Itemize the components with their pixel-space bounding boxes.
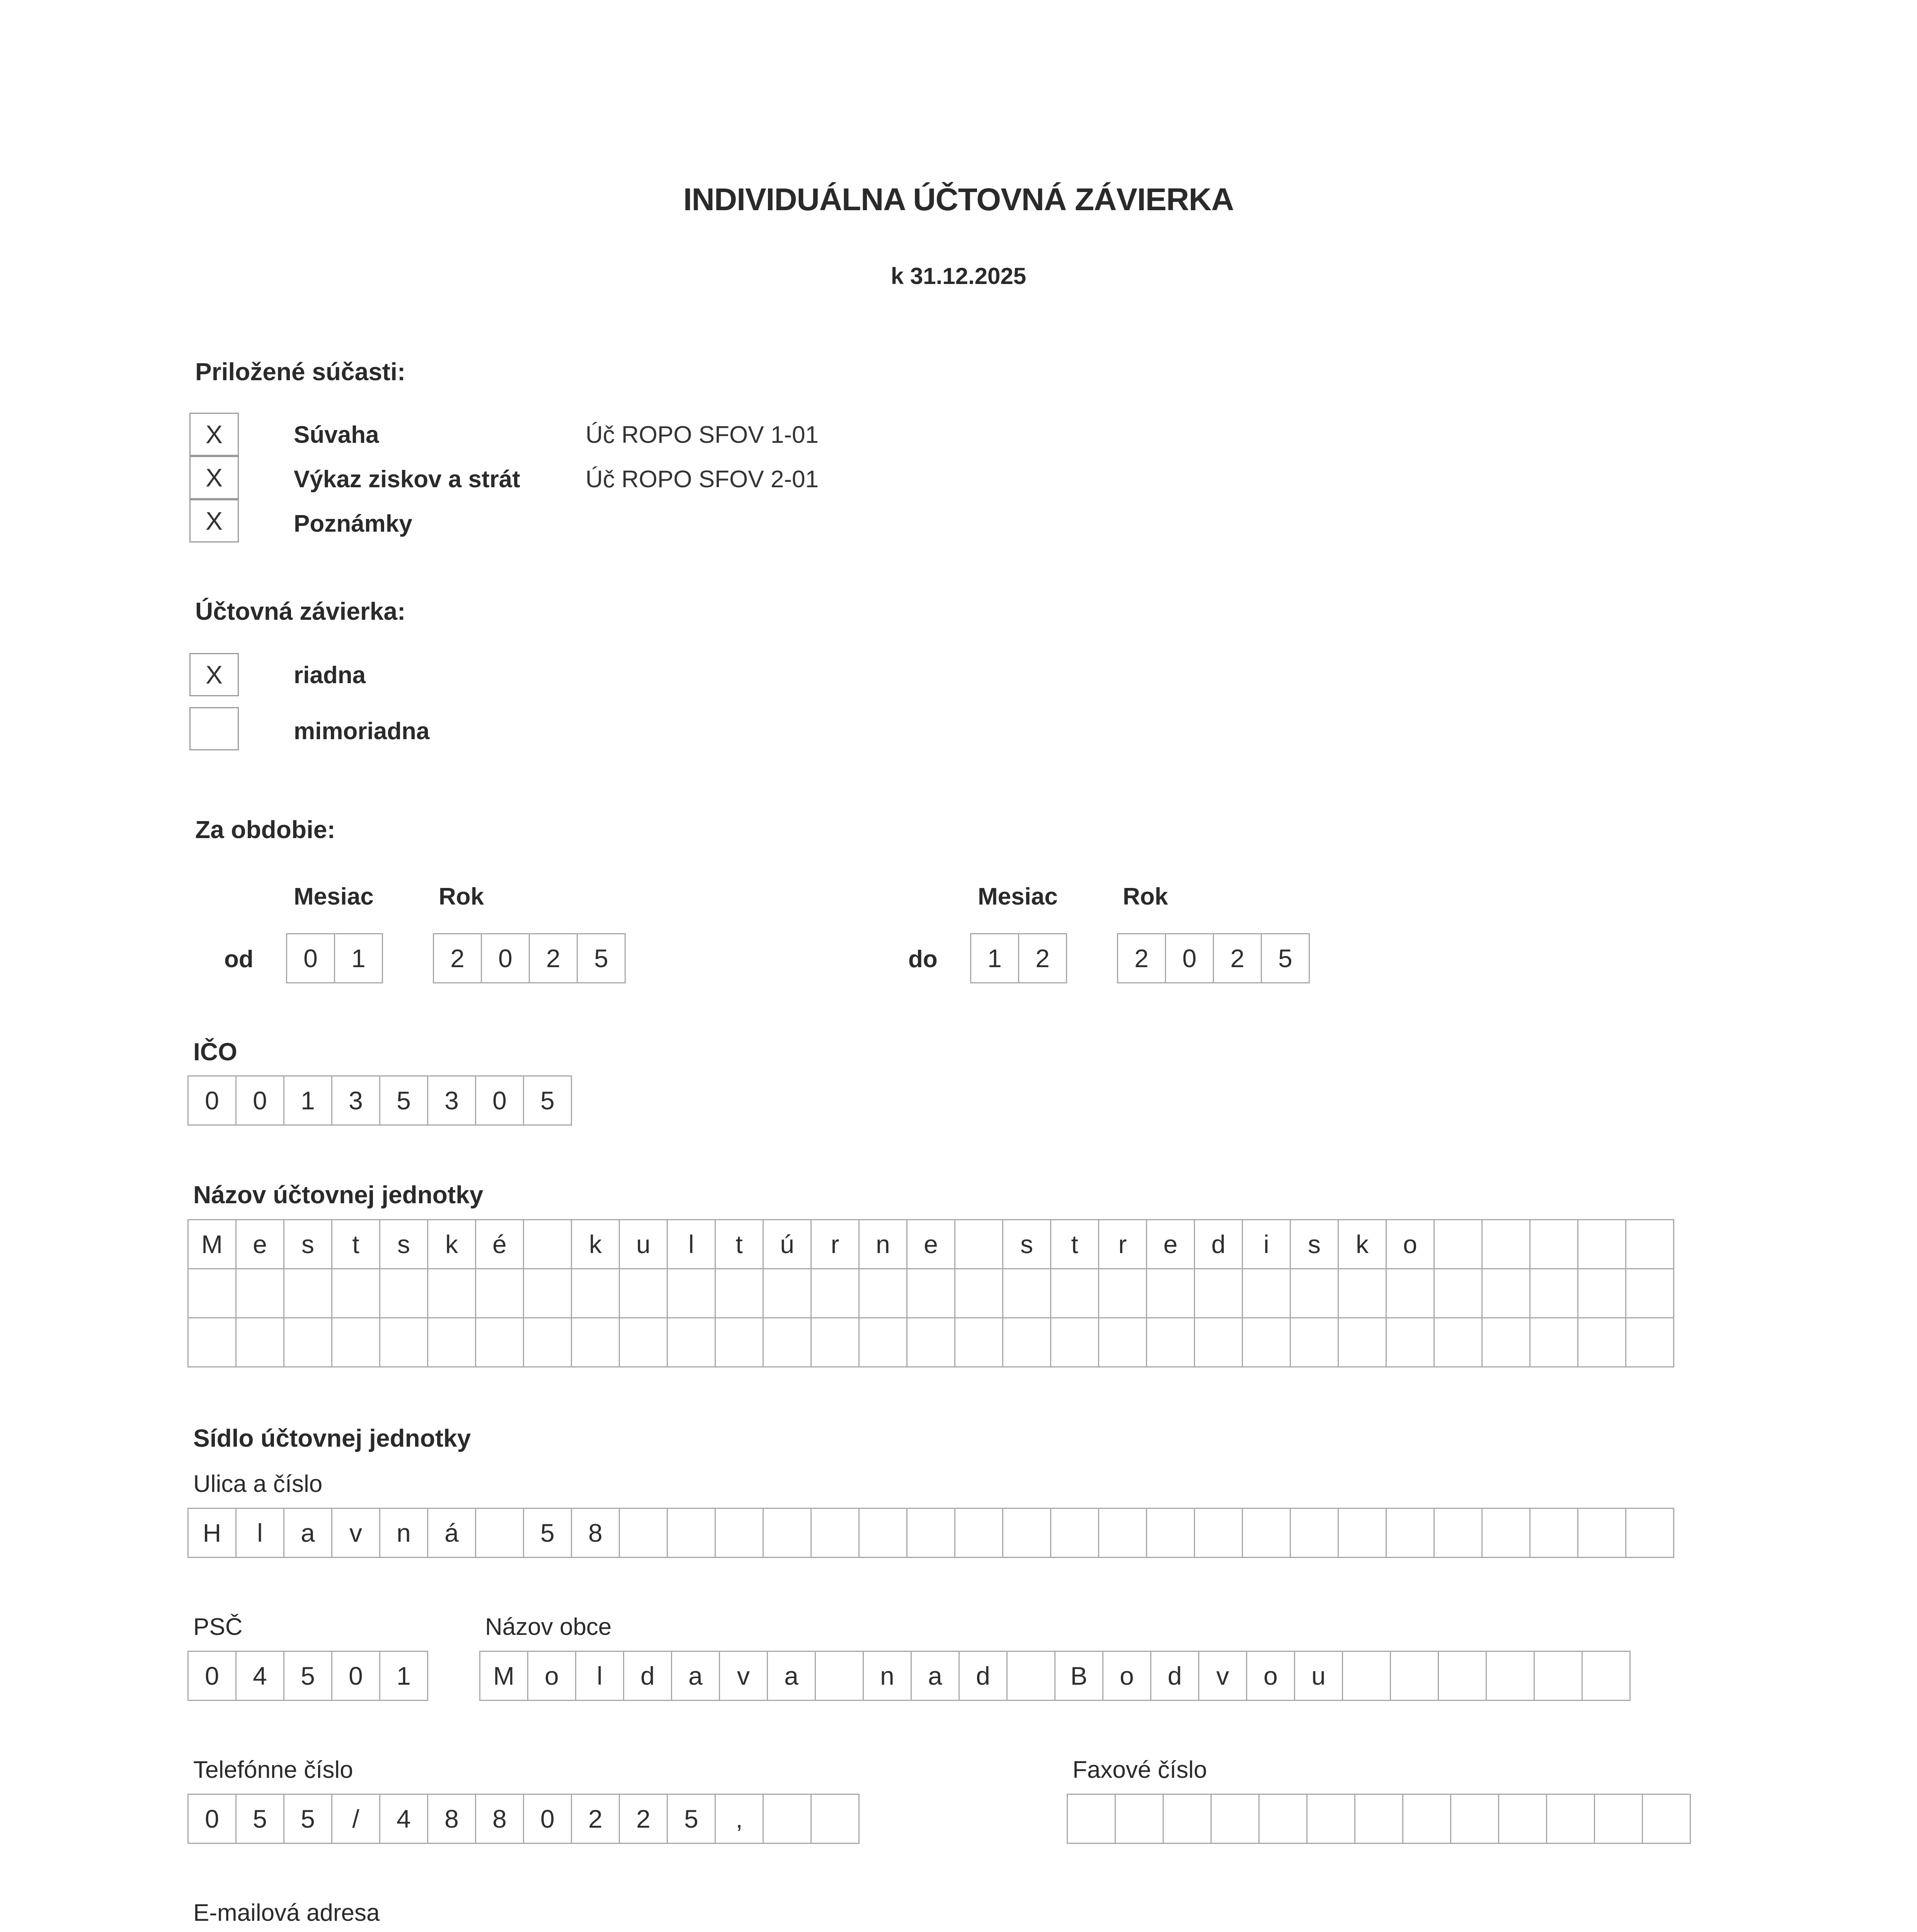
entity-name-row-1-cell[interactable]: e bbox=[906, 1219, 955, 1269]
entity-name-row-3-cell[interactable] bbox=[1386, 1317, 1435, 1367]
city-field-cell[interactable] bbox=[1534, 1651, 1583, 1701]
street-field-cell[interactable]: 8 bbox=[571, 1508, 620, 1558]
entity-name-row-1-cell[interactable]: n bbox=[858, 1219, 907, 1269]
street-field-cell[interactable] bbox=[1625, 1508, 1674, 1558]
entity-name-row-1-cell[interactable]: k bbox=[427, 1219, 476, 1269]
to-year-field-cell[interactable]: 2 bbox=[1213, 933, 1262, 983]
entity-name-row-2-cell[interactable] bbox=[283, 1268, 332, 1318]
entity-name-row-1-cell[interactable] bbox=[1625, 1219, 1674, 1269]
to-month-field[interactable] bbox=[970, 933, 1067, 983]
phone-field-cell[interactable]: , bbox=[715, 1794, 764, 1844]
city-field-cell[interactable]: o bbox=[1102, 1651, 1151, 1701]
entity-name-row-1-cell[interactable]: t bbox=[1050, 1219, 1099, 1269]
label-riadna: riadna bbox=[294, 662, 366, 689]
street-field-cell[interactable] bbox=[906, 1508, 955, 1558]
entity-name-row-3-cell[interactable] bbox=[1338, 1317, 1387, 1367]
form-code-vykaz: Úč ROPO SFOV 2-01 bbox=[586, 466, 819, 493]
entity-name-row-3-cell[interactable] bbox=[1050, 1317, 1099, 1367]
fax-field-cell[interactable] bbox=[1163, 1794, 1212, 1844]
checkbox-mimoriadna[interactable] bbox=[189, 707, 239, 750]
phone-label: Telefónne číslo bbox=[193, 1757, 353, 1783]
seat-heading: Sídlo účtovnej jednotky bbox=[193, 1424, 471, 1452]
psc-field-cell[interactable]: 0 bbox=[331, 1651, 380, 1701]
entity-name-row-1-cell[interactable] bbox=[1529, 1219, 1578, 1269]
entity-name-row-3-cell[interactable] bbox=[571, 1317, 620, 1367]
fax-label: Faxové číslo bbox=[1073, 1757, 1207, 1783]
city-field-cell[interactable]: n bbox=[863, 1651, 912, 1701]
entity-name-row-1-cell[interactable] bbox=[523, 1219, 572, 1269]
street-field-cell[interactable] bbox=[1242, 1508, 1291, 1558]
street-field-cell[interactable] bbox=[1098, 1508, 1147, 1558]
fax-field[interactable] bbox=[1067, 1794, 1691, 1844]
from-month-label: Mesiac bbox=[294, 883, 374, 910]
entity-name-row-1-cell[interactable]: s bbox=[283, 1219, 332, 1269]
fax-field-cell[interactable] bbox=[1498, 1794, 1547, 1844]
street-field-cell[interactable] bbox=[1577, 1508, 1626, 1558]
to-year-field-cell[interactable]: 2 bbox=[1117, 933, 1166, 983]
entity-name-row-2-cell[interactable] bbox=[571, 1268, 620, 1318]
entity-name-row-2-cell[interactable] bbox=[427, 1268, 476, 1318]
phone-field-cell[interactable]: 8 bbox=[427, 1794, 476, 1844]
city-field-cell[interactable] bbox=[1006, 1651, 1056, 1701]
entity-name-row-2-cell[interactable] bbox=[1050, 1268, 1099, 1318]
phone-field-cell[interactable] bbox=[763, 1794, 812, 1844]
entity-name-row-3-cell[interactable] bbox=[1002, 1317, 1051, 1367]
entity-name-row-3-cell[interactable] bbox=[954, 1317, 1003, 1367]
from-month-field-cell[interactable]: 0 bbox=[286, 933, 335, 983]
phone-field-cell[interactable]: 2 bbox=[619, 1794, 668, 1844]
entity-name-row-2-cell[interactable] bbox=[379, 1268, 428, 1318]
city-field-cell[interactable]: v bbox=[1198, 1651, 1247, 1701]
street-field-cell[interactable]: á bbox=[427, 1508, 476, 1558]
to-year-field[interactable] bbox=[1117, 933, 1310, 983]
ico-field[interactable] bbox=[187, 1075, 572, 1126]
entity-name-row-1-cell[interactable] bbox=[1481, 1219, 1531, 1269]
checkbox-suvaha[interactable]: X bbox=[189, 413, 239, 456]
document-date: k 31.12.2025 bbox=[890, 263, 1027, 289]
entity-name-row-1[interactable] bbox=[187, 1219, 1674, 1269]
street-field-cell[interactable]: n bbox=[379, 1508, 428, 1558]
entity-name-row-2-cell[interactable] bbox=[475, 1268, 524, 1318]
checkbox-vykaz[interactable]: X bbox=[189, 456, 239, 499]
entity-name-row-1-cell[interactable]: t bbox=[331, 1219, 380, 1269]
city-field-cell[interactable] bbox=[1342, 1651, 1391, 1701]
city-field-cell[interactable]: a bbox=[911, 1651, 960, 1701]
psc-field-cell[interactable]: 1 bbox=[379, 1651, 428, 1701]
street-field-cell[interactable] bbox=[858, 1508, 907, 1558]
entity-name-row-1-cell[interactable]: k bbox=[571, 1219, 620, 1269]
to-month-field-cell[interactable]: 1 bbox=[970, 933, 1019, 983]
entity-name-row-3-cell[interactable] bbox=[379, 1317, 428, 1367]
entity-name-row-2-cell[interactable] bbox=[235, 1268, 284, 1318]
entity-name-row-1-cell[interactable]: r bbox=[810, 1219, 860, 1269]
entity-name-row-3-cell[interactable] bbox=[187, 1317, 237, 1367]
fax-field-cell[interactable] bbox=[1067, 1794, 1116, 1844]
from-month-field-cell[interactable]: 1 bbox=[334, 933, 383, 983]
phone-field[interactable] bbox=[187, 1794, 860, 1844]
entity-name-row-3-cell[interactable] bbox=[619, 1317, 668, 1367]
from-year-label: Rok bbox=[439, 883, 484, 910]
city-field-cell[interactable] bbox=[1390, 1651, 1439, 1701]
to-label: do bbox=[908, 946, 938, 973]
phone-field-cell[interactable]: 4 bbox=[379, 1794, 428, 1844]
entity-name-row-1-cell[interactable]: ú bbox=[763, 1219, 812, 1269]
city-field-cell[interactable]: a bbox=[767, 1651, 816, 1701]
entity-name-row-3-cell[interactable] bbox=[1433, 1317, 1483, 1367]
from-year-field-cell[interactable]: 5 bbox=[577, 933, 626, 983]
from-year-field-cell[interactable]: 2 bbox=[529, 933, 578, 983]
entity-name-row-2-cell[interactable] bbox=[619, 1268, 668, 1318]
entity-name-row-2-cell[interactable] bbox=[1481, 1268, 1531, 1318]
street-field-cell[interactable]: H bbox=[187, 1508, 237, 1558]
entity-name-row-1-cell[interactable]: s bbox=[1290, 1219, 1339, 1269]
entity-name-row-1-cell[interactable]: M bbox=[187, 1219, 237, 1269]
label-vykaz: Výkaz ziskov a strát bbox=[294, 466, 520, 493]
phone-field-cell[interactable]: 0 bbox=[187, 1794, 237, 1844]
entity-name-row-3-cell[interactable] bbox=[906, 1317, 955, 1367]
street-field-cell[interactable] bbox=[1290, 1508, 1339, 1558]
street-label: Ulica a číslo bbox=[193, 1471, 323, 1497]
entity-name-row-3-cell[interactable] bbox=[523, 1317, 572, 1367]
street-field-cell[interactable] bbox=[1050, 1508, 1099, 1558]
street-field-cell[interactable] bbox=[667, 1508, 716, 1558]
entity-name-row-2-cell[interactable] bbox=[954, 1268, 1003, 1318]
phone-field-cell[interactable]: 8 bbox=[475, 1794, 524, 1844]
entity-name-row-3-cell[interactable] bbox=[1242, 1317, 1291, 1367]
fax-field-cell[interactable] bbox=[1402, 1794, 1451, 1844]
entity-name-row-3-cell[interactable] bbox=[283, 1317, 332, 1367]
fax-field-cell[interactable] bbox=[1546, 1794, 1595, 1844]
fax-field-cell[interactable] bbox=[1258, 1794, 1308, 1844]
ico-field-cell[interactable]: 3 bbox=[427, 1075, 476, 1126]
ico-field-cell[interactable]: 0 bbox=[235, 1075, 284, 1126]
entity-name-row-3-cell[interactable] bbox=[331, 1317, 380, 1367]
entity-name-row-1-cell[interactable]: u bbox=[619, 1219, 668, 1269]
to-year-label: Rok bbox=[1123, 883, 1168, 910]
city-field-cell[interactable]: d bbox=[623, 1651, 672, 1701]
fax-field-cell[interactable] bbox=[1115, 1794, 1164, 1844]
to-month-label: Mesiac bbox=[978, 883, 1058, 910]
entity-name-row-2-cell[interactable] bbox=[810, 1268, 860, 1318]
entity-name-row-2-cell[interactable] bbox=[1338, 1268, 1387, 1318]
entity-name-row-2-cell[interactable] bbox=[715, 1268, 764, 1318]
entity-name-row-3-cell[interactable] bbox=[475, 1317, 524, 1367]
psc-label: PSČ bbox=[193, 1614, 243, 1640]
street-field-cell[interactable] bbox=[1146, 1508, 1195, 1558]
entity-name-row-1-cell[interactable]: l bbox=[667, 1219, 716, 1269]
street-field-cell[interactable] bbox=[954, 1508, 1003, 1558]
entity-name-row-3-cell[interactable] bbox=[1577, 1317, 1626, 1367]
entity-name-row-1-cell[interactable]: d bbox=[1194, 1219, 1243, 1269]
entity-name-row-2-cell[interactable] bbox=[1098, 1268, 1147, 1318]
psc-field-cell[interactable]: 0 bbox=[187, 1651, 237, 1701]
entity-name-row-1-cell[interactable] bbox=[954, 1219, 1003, 1269]
city-field-cell[interactable]: v bbox=[719, 1651, 768, 1701]
street-field-cell[interactable] bbox=[1481, 1508, 1531, 1558]
to-year-field-cell[interactable]: 5 bbox=[1261, 933, 1310, 983]
entity-name-row-2-cell[interactable] bbox=[523, 1268, 572, 1318]
checkbox-riadna[interactable]: X bbox=[189, 653, 239, 696]
ico-field-cell[interactable]: 5 bbox=[379, 1075, 428, 1126]
from-month-field[interactable] bbox=[286, 933, 383, 983]
city-field-cell[interactable]: a bbox=[671, 1651, 720, 1701]
phone-field-cell[interactable]: / bbox=[331, 1794, 380, 1844]
entity-name-row-3-cell[interactable] bbox=[1481, 1317, 1531, 1367]
street-field-cell[interactable] bbox=[1338, 1508, 1387, 1558]
entity-name-row-1-cell[interactable]: i bbox=[1242, 1219, 1291, 1269]
entity-name-row-1-cell[interactable]: é bbox=[475, 1219, 524, 1269]
phone-field-cell[interactable]: 2 bbox=[571, 1794, 620, 1844]
from-year-field-cell[interactable]: 2 bbox=[433, 933, 482, 983]
city-field-cell[interactable]: u bbox=[1294, 1651, 1343, 1701]
entity-name-row-2-cell[interactable] bbox=[858, 1268, 907, 1318]
phone-field-cell[interactable]: 5 bbox=[283, 1794, 332, 1844]
city-field-cell[interactable]: l bbox=[575, 1651, 624, 1701]
from-year-field[interactable] bbox=[433, 933, 626, 983]
phone-field-cell[interactable]: 5 bbox=[235, 1794, 284, 1844]
from-label: od bbox=[224, 946, 254, 973]
fax-field-cell[interactable] bbox=[1594, 1794, 1643, 1844]
entity-name-row-1-cell[interactable]: k bbox=[1338, 1219, 1387, 1269]
psc-field[interactable] bbox=[187, 1651, 428, 1701]
street-field-cell[interactable] bbox=[1529, 1508, 1578, 1558]
entity-name-row-2[interactable] bbox=[187, 1268, 1674, 1318]
label-poznamky: Poznámky bbox=[294, 510, 412, 537]
entity-name-row-3-cell[interactable] bbox=[1194, 1317, 1243, 1367]
city-field-cell[interactable]: B bbox=[1054, 1651, 1103, 1701]
street-field-cell[interactable]: a bbox=[283, 1508, 332, 1558]
checkbox-poznamky[interactable]: X bbox=[189, 499, 239, 543]
street-field-cell[interactable]: v bbox=[331, 1508, 380, 1558]
entity-name-row-2-cell[interactable] bbox=[1386, 1268, 1435, 1318]
fax-field-cell[interactable] bbox=[1450, 1794, 1499, 1844]
entity-name-row-1-cell[interactable] bbox=[1433, 1219, 1483, 1269]
entity-name-row-2-cell[interactable] bbox=[763, 1268, 812, 1318]
form-code-suvaha: Úč ROPO SFOV 1-01 bbox=[586, 422, 819, 448]
city-field-cell[interactable]: M bbox=[479, 1651, 528, 1701]
entity-name-row-3-cell[interactable] bbox=[235, 1317, 284, 1367]
city-field-cell[interactable]: o bbox=[527, 1651, 576, 1701]
street-field-cell[interactable] bbox=[810, 1508, 860, 1558]
ico-field-cell[interactable]: 5 bbox=[523, 1075, 572, 1126]
entity-name-row-2-cell[interactable] bbox=[1290, 1268, 1339, 1318]
entity-name-row-2-cell[interactable] bbox=[1194, 1268, 1243, 1318]
street-field-cell[interactable] bbox=[715, 1508, 764, 1558]
fax-field-cell[interactable] bbox=[1210, 1794, 1260, 1844]
to-year-field-cell[interactable]: 0 bbox=[1165, 933, 1214, 983]
entity-name-label: Názov účtovnej jednotky bbox=[193, 1181, 484, 1209]
street-field-cell[interactable] bbox=[763, 1508, 812, 1558]
label-mimoriadna: mimoriadna bbox=[294, 718, 430, 745]
fax-field-cell[interactable] bbox=[1642, 1794, 1691, 1844]
entity-name-row-3-cell[interactable] bbox=[810, 1317, 860, 1367]
street-field-cell[interactable]: l bbox=[235, 1508, 284, 1558]
city-field-cell[interactable]: o bbox=[1246, 1651, 1295, 1701]
from-year-field-cell[interactable]: 0 bbox=[481, 933, 530, 983]
entity-name-row-1-cell[interactable] bbox=[1577, 1219, 1626, 1269]
city-field-cell[interactable] bbox=[815, 1651, 864, 1701]
street-field-cell[interactable] bbox=[1433, 1508, 1483, 1558]
city-field-cell[interactable]: d bbox=[958, 1651, 1008, 1701]
statement-type-heading: Účtovná závierka: bbox=[195, 597, 406, 625]
entity-name-row-2-cell[interactable] bbox=[906, 1268, 955, 1318]
label-suvaha: Súvaha bbox=[294, 422, 379, 448]
entity-name-row-3-cell[interactable] bbox=[1146, 1317, 1195, 1367]
entity-name-row-3-cell[interactable] bbox=[763, 1317, 812, 1367]
fax-field-cell[interactable] bbox=[1306, 1794, 1355, 1844]
city-field-cell[interactable]: d bbox=[1150, 1651, 1199, 1701]
ico-field-cell[interactable]: 1 bbox=[283, 1075, 332, 1126]
entity-name-row-2-cell[interactable] bbox=[667, 1268, 716, 1318]
entity-name-row-1-cell[interactable]: t bbox=[715, 1219, 764, 1269]
entity-name-row-1-cell[interactable]: e bbox=[1146, 1219, 1195, 1269]
entity-name-row-2-cell[interactable] bbox=[1625, 1268, 1674, 1318]
entity-name-row-2-cell[interactable] bbox=[1002, 1268, 1051, 1318]
phone-field-cell[interactable]: 5 bbox=[667, 1794, 716, 1844]
document-title: INDIVIDUÁLNA ÚČTOVNÁ ZÁVIERKA bbox=[683, 182, 1234, 217]
entity-name-row-1-cell[interactable]: s bbox=[1002, 1219, 1051, 1269]
ico-field-cell[interactable]: 0 bbox=[187, 1075, 237, 1126]
phone-field-cell[interactable] bbox=[810, 1794, 860, 1844]
entity-name-row-3-cell[interactable] bbox=[1529, 1317, 1578, 1367]
city-field-cell[interactable] bbox=[1486, 1651, 1535, 1701]
entity-name-row-3-cell[interactable] bbox=[667, 1317, 716, 1367]
entity-name-row-3-cell[interactable] bbox=[1098, 1317, 1147, 1367]
fax-field-cell[interactable] bbox=[1354, 1794, 1403, 1844]
entity-name-row-1-cell[interactable]: e bbox=[235, 1219, 284, 1269]
attachments-heading: Priložené súčasti: bbox=[195, 358, 406, 386]
psc-field-cell[interactable]: 5 bbox=[283, 1651, 332, 1701]
street-field-cell[interactable] bbox=[475, 1508, 524, 1558]
street-field-cell[interactable]: 5 bbox=[523, 1508, 572, 1558]
email-label: E-mailová adresa bbox=[193, 1900, 380, 1926]
entity-name-row-1-cell[interactable]: s bbox=[379, 1219, 428, 1269]
period-heading: Za obdobie: bbox=[195, 816, 335, 844]
phone-field-cell[interactable]: 0 bbox=[523, 1794, 572, 1844]
street-field[interactable] bbox=[187, 1508, 1674, 1558]
entity-name-row-3-cell[interactable] bbox=[1625, 1317, 1674, 1367]
entity-name-row-3-cell[interactable] bbox=[427, 1317, 476, 1367]
city-field[interactable] bbox=[479, 1651, 1631, 1701]
city-field-cell[interactable] bbox=[1438, 1651, 1487, 1701]
entity-name-row-3-cell[interactable] bbox=[715, 1317, 764, 1367]
entity-name-row-1-cell[interactable]: r bbox=[1098, 1219, 1147, 1269]
entity-name-row-1-cell[interactable]: o bbox=[1386, 1219, 1435, 1269]
entity-name-row-3-cell[interactable] bbox=[1290, 1317, 1339, 1367]
ico-label: IČO bbox=[193, 1038, 237, 1066]
entity-name-row-2-cell[interactable] bbox=[1529, 1268, 1578, 1318]
entity-name-row-2-cell[interactable] bbox=[1577, 1268, 1626, 1318]
street-field-cell[interactable] bbox=[1194, 1508, 1243, 1558]
city-label: Názov obce bbox=[485, 1614, 612, 1640]
ico-field-cell[interactable]: 3 bbox=[331, 1075, 380, 1126]
entity-name-row-2-cell[interactable] bbox=[1242, 1268, 1291, 1318]
entity-name-row-3[interactable] bbox=[187, 1317, 1674, 1367]
street-field-cell[interactable] bbox=[1002, 1508, 1051, 1558]
to-month-field-cell[interactable]: 2 bbox=[1018, 933, 1067, 983]
entity-name-row-2-cell[interactable] bbox=[1146, 1268, 1195, 1318]
entity-name-row-2-cell[interactable] bbox=[331, 1268, 380, 1318]
entity-name-row-2-cell[interactable] bbox=[1433, 1268, 1483, 1318]
psc-field-cell[interactable]: 4 bbox=[235, 1651, 284, 1701]
street-field-cell[interactable] bbox=[619, 1508, 668, 1558]
street-field-cell[interactable] bbox=[1386, 1508, 1435, 1558]
city-field-cell[interactable] bbox=[1582, 1651, 1631, 1701]
ico-field-cell[interactable]: 0 bbox=[475, 1075, 524, 1126]
entity-name-row-3-cell[interactable] bbox=[858, 1317, 907, 1367]
entity-name-row-2-cell[interactable] bbox=[187, 1268, 237, 1318]
